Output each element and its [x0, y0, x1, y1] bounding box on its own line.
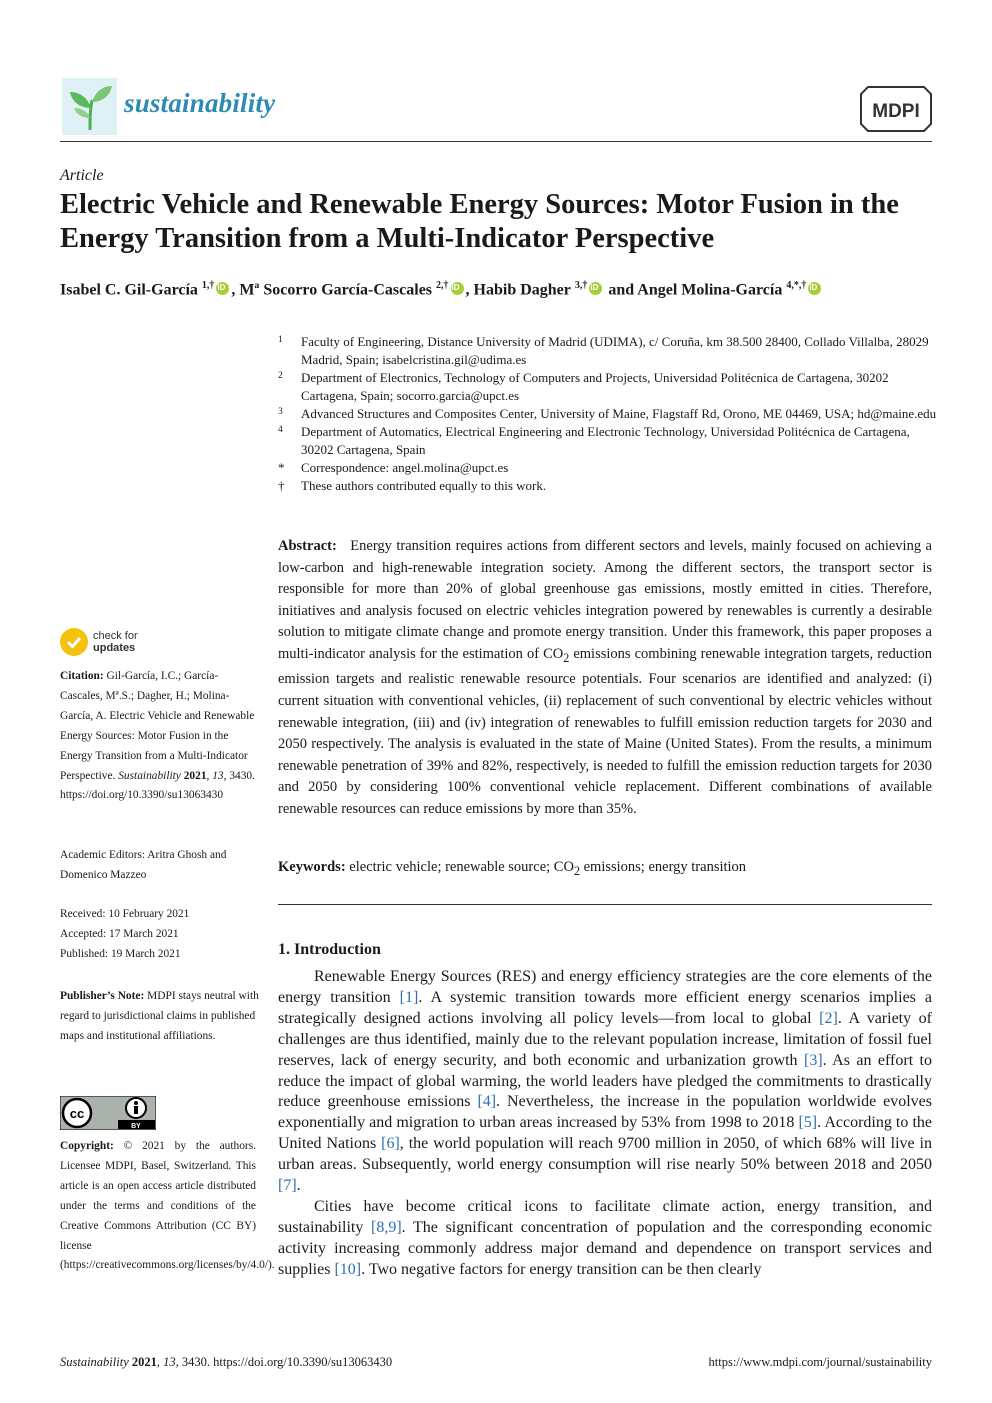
author-affiliation-mark: 4,*,†: [786, 280, 807, 291]
keywords: Keywords: electric vehicle; renewable source; $CO_2$ emissions; energy transition: [278, 859, 747, 878]
citation-block: Citation: Gil-García, I.C.; García-Cascales, Mª.S.; Dagher, H.; Molina-García, A. Electric Vehicle and Renewable Energy Sources: Motor Fusion in the Energy Transition from a Multi-Indicator Perspective. Sustainability 2021, 13, 3430. https://doi.org/10.3390/su13063430: [60, 670, 255, 802]
sprout-leaf-icon: [62, 78, 117, 135]
author-affiliation-mark: 2,†: [436, 280, 449, 291]
citation-link[interactable]: [8,9]: [371, 1218, 402, 1236]
citation-link[interactable]: [1]: [399, 988, 419, 1006]
article-type: Article: [60, 167, 104, 184]
mdpi-logo: [860, 86, 932, 132]
copyright-notice: Copyright: © 2021 by the authors. Licensee MDPI, Basel, Switzerland. This article is an open access article distributed under the terms and conditions of the Creative Commons Attribution (CC BY) license (https://creativecommons.org/licenses/by/4.0/).: [60, 1140, 275, 1272]
citation-link[interactable]: [7]: [278, 1177, 297, 1195]
cc-by-license-icon[interactable]: [60, 1096, 156, 1130]
svg-text:cc: cc: [69, 1106, 85, 1121]
abstract-label: Abstract:: [278, 538, 337, 554]
footer-citation: Sustainability 2021, 13, 3430. https://doi.org/10.3390/su13063430: [60, 1355, 393, 1369]
publication-dates: [60, 905, 260, 965]
publisher-note: Publisher’s Note: MDPI stays neutral with regard to jurisdictional claims in published maps and institutional affiliations.: [60, 990, 259, 1042]
orcid-icon[interactable]: [589, 282, 602, 295]
orcid-icon[interactable]: [216, 282, 229, 295]
author-name: Habib Dagher: [473, 281, 571, 299]
paper-title: Electric Vehicle and Renewable Energy Sources: Motor Fusion in the Energy Transition from a Multi-Indicator Perspective: [60, 189, 899, 254]
section-heading: 1. Introduction: [278, 941, 381, 958]
author-affiliation-mark: 1,†: [201, 280, 215, 291]
author-name: Angel Molina-García: [637, 281, 783, 299]
citation-link[interactable]: [4]: [477, 1093, 497, 1111]
author-list: Isabel C. Gil-García $^{1,\dagger}$iD , Mª Socorro García-Cascales $^{2,\dagger}$iD , Habib Dagher $^{3,\dagger}$iD and Angel Molina-García $^{4,*,\dagger}$iD: [60, 280, 940, 299]
paragraph: Cities have become critical icons to facilitate climate action, energy transition, and sustainability [8,9]. The significant concentration of population and the corresponding economic activity increasing commonly address major demand and dependence on transport services and supplies [10]. Two negative factors for energy transition can be then clearly: [278, 1197, 932, 1278]
doi-link[interactable]: https://doi.org/10.3390/su13063430: [60, 789, 224, 802]
received-date: Received: 10 February 2021: [60, 908, 190, 920]
equal-contribution-note: † These authors contributed equally to this work.: [278, 478, 547, 493]
citation-link[interactable]: [5]: [798, 1114, 818, 1132]
paragraph: Renewable Energy Sources (RES) and energy efficiency strategies are the core elements of the energy transition [1]. A systemic transition towards more efficient energy scenarios implies a strategically designed actions involving all policy levels—from local to global [2]. A variety of challenges are thus identified, mainly due to the relevant population increase, limitation of fossil fuel reserves, lack of energy security, and both economic and urbanization growth [3]. As an effort to reduce the impact of global warming, the world leaders have pledged the commitments to drastically reduce greenhouse emissions [4]. Nevertheless, the increase in the population worldwide evolves exponentially and migration to urban areas increased by 53% from 1998 to 2018 [5]. According to the United Nations [6], the world population will reach 9700 million in 2050, of which 68% will live in urban areas. Subsequently, world energy consumption will rise nearly 50% between 2018 and 2050 [7].: [278, 968, 933, 1195]
citation-link[interactable]: [6]: [381, 1135, 400, 1153]
author-name: Mª Socorro García-Cascales: [239, 281, 433, 299]
accepted-date: Accepted: 17 March 2021: [60, 927, 179, 940]
abstract: Abstract: Energy transition requires actions from different sectors and levels, mainly focused on achieving a low-carbon and high-renewable integration society. Among the different sectors, the transport sector is responsible for more than 20% of global greenhouse gas emissions, mostly emitted in cities. Therefore, initiatives and analysis focused on electric vehicles integration powered by renewables is currently a desirable solution to mitigate climate change and promote energy transition. Under this framework, this paper proposes a multi-indicator analysis for the estimation of $CO_2$ emissions combining renewable integration targets, reduction emission targets and realistic renewable resource potentials. Four scenarios are identified and analyzed: (i) current situation with conventional vehicles, (ii) replacement of such conventional by electric vehicles without renewable integration, (iii) and (iv) integration of renewables to fulfill emission reduction targets for 2030 and 2050 respectively. The analysis is evaluated in the state of Maine (United States). From the results, a minimum renewable penetration of 39% and 82%, respectively, is needed to fulfill the emission reduction targets for 2030 and 2050 by considering 100% conventional vehicle replacement. Different combinations of available renewable resources can reduce emissions by more than 35%.: [278, 538, 932, 818]
header-divider: [60, 141, 932, 142]
introduction-body: [278, 967, 932, 1281]
affiliation-item: 2 Department of Electronics, Technology of Computers and Projects, Universidad Politécnica de Cartagena, 30202 Cartagena, Spain; socorro.garcia@upct.es: [278, 370, 889, 403]
keywords-label: Keywords:: [278, 859, 346, 875]
abstract-divider: [278, 904, 932, 905]
publisher-name: MDPI: [872, 101, 920, 122]
affiliation-item: 4 Department of Automatics, Electrical Engineering and Electronic Technology, Universidad Politécnica de Cartagena, 30202 Cartagena, Spain: [278, 424, 910, 457]
check-for-updates-button[interactable]: check for updates: [60, 626, 200, 658]
orcid-icon[interactable]: [808, 282, 821, 295]
citation-link[interactable]: [3]: [803, 1051, 823, 1069]
checkmark-icon: [60, 628, 88, 656]
affiliation-item: 1 Faculty of Engineering, Distance University of Madrid (UDIMA), c/ Coruña, km 38.500 28400, Collado Villalba, 28029 Madrid, Spain; isabelcristina.gil@udima.es: [278, 334, 929, 367]
svg-text:BY: BY: [131, 1123, 141, 1130]
author-name: Isabel C. Gil-García: [60, 281, 198, 299]
orcid-icon[interactable]: [451, 282, 464, 295]
affiliation-item: 3 Advanced Structures and Composites Center, University of Maine, Flagstaff Rd, Orono, ME 04469, USA; hd@maine.edu: [278, 406, 937, 421]
academic-editors: Academic Editors: Aritra Ghosh and Domenico Mazzeo: [60, 849, 227, 881]
published-date: Published: 19 March 2021: [60, 947, 181, 960]
citation-link[interactable]: [2]: [819, 1009, 838, 1027]
journal-name: sustainability: [124, 88, 276, 118]
affiliations: [278, 333, 938, 495]
correspondence: * Correspondence: angel.molina@upct.es: [278, 460, 509, 475]
journal-url-link[interactable]: https://www.mdpi.com/journal/sustainability: [708, 1355, 932, 1369]
citation-link[interactable]: [10]: [334, 1260, 362, 1278]
author-affiliation-mark: 3,†: [574, 280, 588, 291]
